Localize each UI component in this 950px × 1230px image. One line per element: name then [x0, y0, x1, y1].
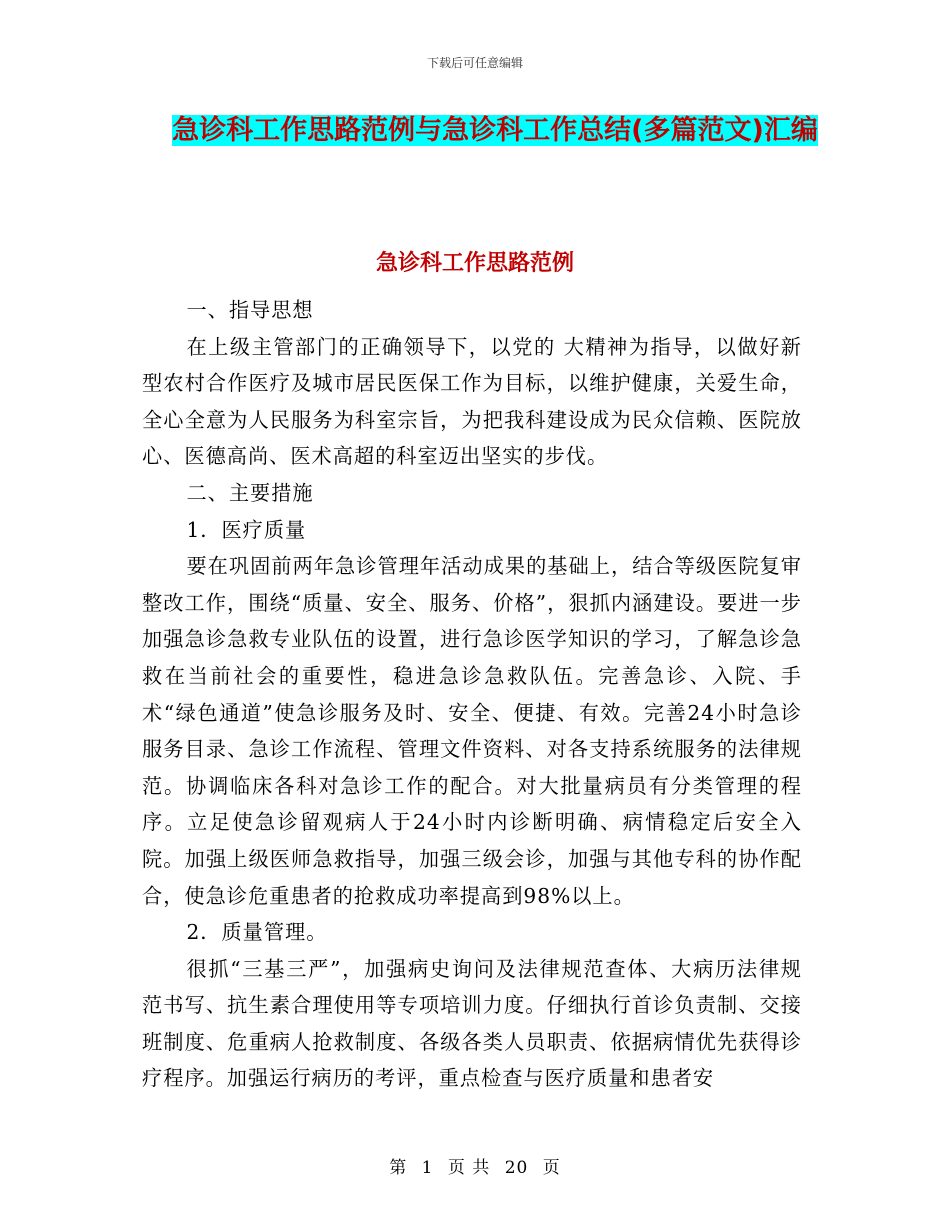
- header-note: 下载后可任意编辑: [426, 56, 523, 70]
- heading-medical-quality: 1．医疗质量: [186, 517, 307, 542]
- footer-prefix: 第: [389, 1158, 408, 1178]
- page-footer: [0, 1153, 950, 1178]
- paragraph-medical-quality: 要在巩固前两年急诊管理年活动成果的基础上，结合等级医院复审整改工作，围绕“质量、安全、服务、价格”，狠抓内涵建设。要进一步加强急诊急救专业队伍的设置，进行急诊医学知识的学习，了解急诊急救在当前社会的重要性，稳进急诊急救队伍。完善急诊、入院、手术“绿色通道”使急诊服务及时、安全、便捷、有效。完善24小时急诊服务目录、急诊工作流程、管理文件资料、对各支持系统服务的法律规范。协调临床各科对急诊工作的配合。对大批量病员有分类管理的程序。立足使急诊留观病人于24小时内诊断明确、病情稳定后安全入院。加强上级医师急救指导，加强三级会诊，加强与其他专科的协作配合，使急诊危重患者的抢救成功率提高到98%以上。: [142, 554, 802, 908]
- paragraph-guiding-ideology: 在上级主管部门的正确领导下，以党的 大精神为指导，以做好新型农村合作医疗及城市居民医保工作为目标，以维护健康，关爱生命，全心全意为人民服务为科室宗旨，为把我科建设成为民众信赖、医院放心、医德高尚、医术高超的科室迈出坚实的步伐。: [142, 334, 802, 469]
- footer-mid: 页 共: [447, 1158, 491, 1178]
- footer-total-pages: 20: [504, 1158, 529, 1178]
- heading-quality-management: 2．质量管理。: [186, 920, 328, 945]
- footer-suffix: 页: [542, 1158, 561, 1178]
- footer-page-number: 1: [421, 1158, 434, 1178]
- document-body: [142, 292, 802, 1097]
- document-title: [150, 106, 840, 156]
- section-title: 急诊科工作思路范例: [375, 251, 574, 276]
- heading-main-measures: 二、主要措施: [186, 480, 314, 505]
- heading-guiding-ideology: 一、指导思想: [186, 298, 314, 322]
- paragraph-quality-management: 很抓“三基三严”，加强病史询问及法律规范查体、大病历法律规范书写、抗生素合理使用等专项培训力度。仔细执行首诊负责制、交接班制度、危重病人抢救制度、各级各类人员职责、依据病情优先获得诊疗程序。加强运行病历的考评，重点检查与医疗质量和患者安: [142, 956, 802, 1091]
- document-title-text: 急诊科工作思路范例与急诊科工作总结(多篇范文)汇编: [172, 115, 818, 146]
